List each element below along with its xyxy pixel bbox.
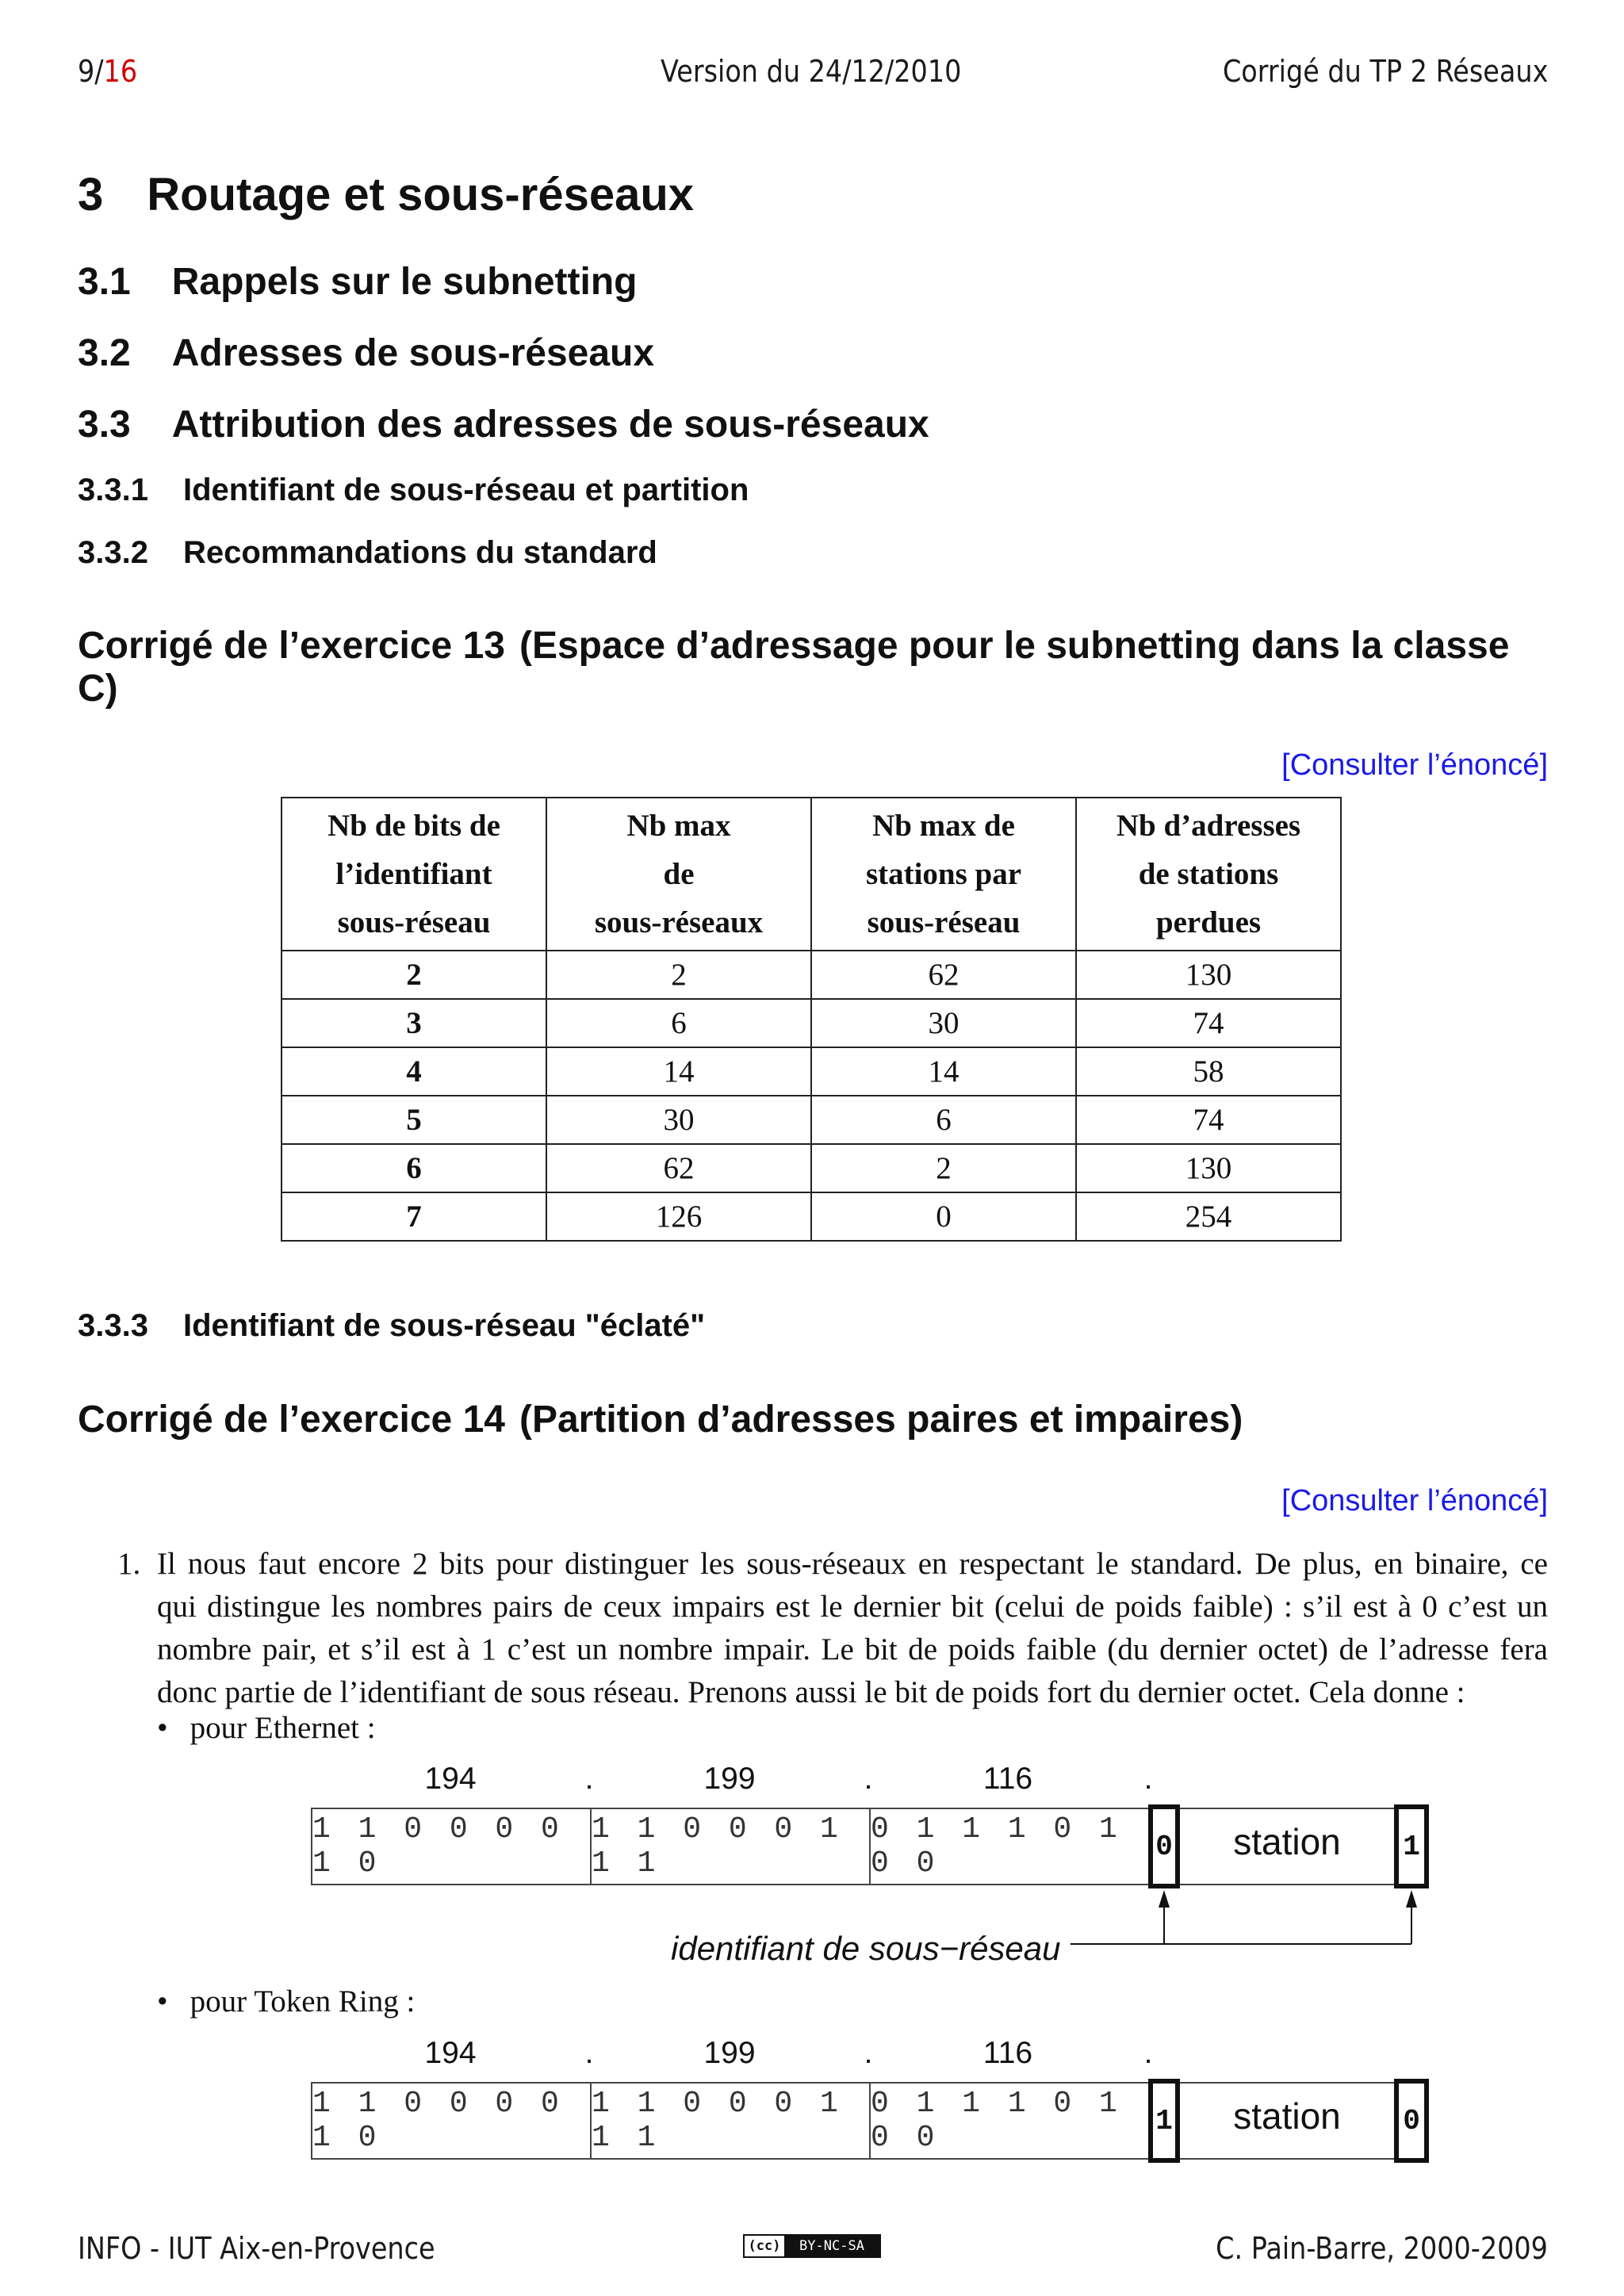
octet-dot: . (584, 1762, 594, 1796)
section-3-3-2-heading: 3.3.2 Recommandations du standard (78, 535, 657, 570)
octet-value: 199 (703, 1762, 756, 1796)
bullet-ethernet: • pour Ethernet : (157, 1711, 376, 1745)
octet-value: 194 (424, 1762, 477, 1796)
octet-bits-box: 1 1 0 0 0 0 1 0 (311, 1808, 592, 1885)
octet-dot: . (864, 2036, 873, 2070)
octet-bits-box: 0 1 1 1 0 1 0 0 (869, 1808, 1150, 1885)
col-header-lost-addresses: Nb d’adresses de stations perdues (1076, 798, 1341, 951)
section-3-heading: 3 Routage et sous-réseaux (78, 169, 695, 220)
octet-value: 194 (424, 2036, 477, 2070)
octet-value: 116 (982, 2036, 1033, 2070)
subnet-bit-high: 0 (1148, 1804, 1180, 1888)
subnet-bit-low: 1 (1394, 1804, 1429, 1888)
station-label: station (1233, 1821, 1341, 1862)
page-total-link[interactable]: 16 (103, 54, 138, 89)
creative-commons-icon: (cc) (745, 2236, 784, 2256)
table-row: 5 30 6 74 (282, 1096, 1341, 1144)
arrow-up-icon (1406, 1890, 1417, 1908)
col-header-max-subnets: Nb max de sous-réseaux (546, 798, 811, 951)
section-3-3-1-heading: 3.3.1 Identifiant de sous-réseau et partition (78, 473, 749, 507)
octet-bits-box: 0 1 1 1 0 1 0 0 (869, 2082, 1150, 2160)
page-number: 9/16 (78, 54, 138, 89)
footer-author: C. Pain-Barre, 2000-2009 (1216, 2231, 1548, 2266)
octet-dot: . (1143, 1762, 1153, 1796)
list-item-number: 1. (117, 1547, 141, 1581)
col-header-bits: Nb de bits de l’identifiant sous-réseau (282, 798, 546, 951)
section-3-1-heading: 3.1 Rappels sur le subnetting (78, 261, 638, 303)
octet-dot: . (584, 2036, 594, 2070)
consult-statement-link-13[interactable]: [Consulter l’énoncé] (1281, 748, 1548, 782)
octet-bits-box: 1 1 0 0 0 1 1 1 (590, 1808, 871, 1885)
octet-value: 199 (703, 2036, 756, 2070)
octet-bits-box: 1 1 0 0 0 1 1 1 (590, 2082, 871, 2160)
license-label: BY-NC-SA (784, 2236, 879, 2256)
octet-dot: . (864, 1762, 873, 1796)
consult-statement-link-14[interactable]: [Consulter l’énoncé] (1281, 1484, 1548, 1517)
version-date: Version du 24/12/2010 (661, 54, 962, 89)
station-label: station (1233, 2095, 1341, 2137)
octet-dot: . (1143, 2036, 1153, 2070)
table-row: 7 126 0 254 (282, 1192, 1341, 1241)
arrow-up-icon (1159, 1890, 1170, 1908)
subnet-bit-high: 1 (1148, 2079, 1180, 2163)
exercise-14-answer-paragraph: Il nous faut encore 2 bits pour distinguer les sous-réseaux en respectant le standard. De plus, en binaire, ce qui distingue les nombres pairs de ceux impairs est le dernier bit (celui de poids faible) : s’il est à 0 c’est un nombre pair, et s’il est à 1 c’est un nombre impair. Le bit de poids faible (du dernier octet) de l’adresse fera donc partie de l’identifiant de sous réseau. Prenons aussi le bit de poids fort du dernier octet. Cela donne : (157, 1547, 1548, 1709)
octet-value: 116 (982, 1762, 1033, 1796)
section-3-3-heading: 3.3 Attribution des adresses de sous-réseaux (78, 404, 929, 446)
subnet-bit-low: 0 (1394, 2079, 1429, 2163)
section-3-3-3-heading: 3.3.3 Identifiant de sous-réseau "éclaté" (78, 1308, 706, 1343)
section-3-2-heading: 3.2 Adresses de sous-réseaux (78, 332, 655, 374)
table-row: 6 62 2 130 (282, 1144, 1341, 1192)
octet-bits-box: 1 1 0 0 0 0 1 0 (311, 2082, 592, 2160)
subnet-id-label: identifiant de sous−réseau (671, 1930, 1061, 1967)
table-row: 2 2 62 130 (282, 951, 1341, 999)
doc-title: Corrigé du TP 2 Réseaux (1222, 54, 1548, 89)
bullet-token-ring: • pour Token Ring : (157, 1984, 416, 2019)
exercise-14-title: Corrigé de l’exercice 14 (Partition d’adresses paires et impaires) (78, 1399, 1243, 1441)
cc-license-badge[interactable] (743, 2234, 881, 2258)
exercise-13-title: Corrigé de l’exercice 13 (Espace d’adressage pour le subnetting dans la classe C) (78, 625, 1510, 710)
table-row: 3 6 30 74 (282, 999, 1341, 1047)
col-header-max-stations: Nb max de stations par sous-réseau (811, 798, 1076, 951)
footer-institution: INFO - IUT Aix-en-Provence (78, 2231, 435, 2266)
table-row: 4 14 14 58 (282, 1047, 1341, 1096)
